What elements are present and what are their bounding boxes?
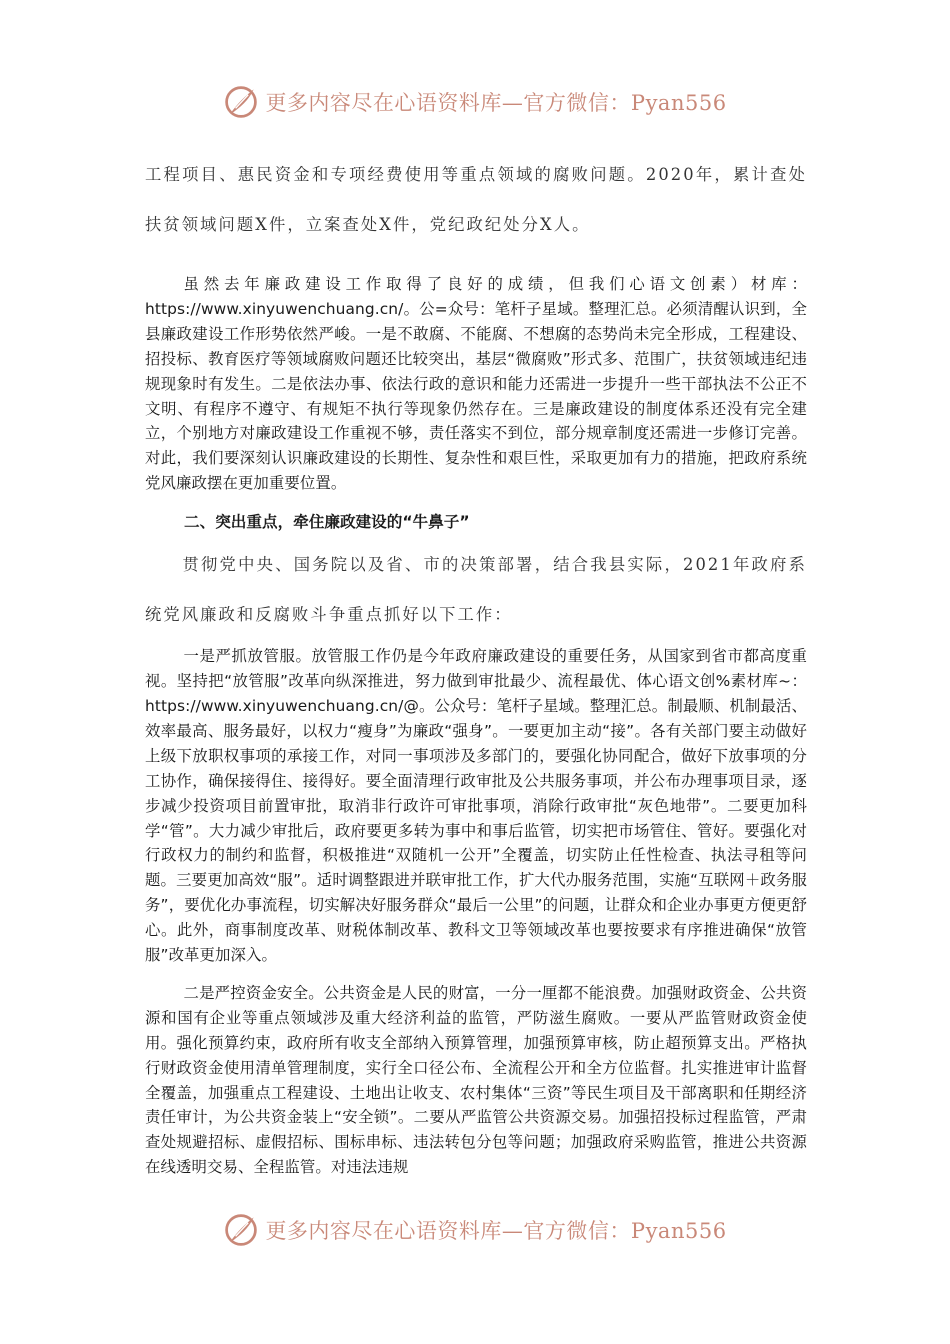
- paragraph-task-fangguanfu: 一是严抓放管服。放管服工作仍是今年政府廉政建设的重要任务，从国家到省市都高度重视。坚持把“放管服”改革向纵深推进，努力做到审批最少、流程最优、体心语文创%素材库~：https://www.xinyuwenchuang.cn/@。公众号：笔杆子星域。整理汇总。制最顺、机制最活、效率最高、服务最好，以权力“瘦身”为廉政“强身”。一要更加主动“接”。各有关部门要主动做好上级下放职权事项的承接工作，对同一事项涉及多部门的，要强化协同配合，做好下放事项的分工协作，确保接得住、接得好。要全面清理行政审批及公共服务事项，并公布办理事项目录，逐步减少投资项目前置审批，取消非行政许可审批事项，消除行政审批“灰色地带”。二要更加科学“管”。大力减少审批后，政府要更多转为事中和事后监管，切实把市场管住、管好。要强化对行政权力的制约和监督，积极推进“双随机一公开”全覆盖，切实防止任性检查、执法寻租等问题。三要更加高效“服”。适时调整跟进并联审批工作，扩大代办服务范围，实施“互联网＋政务服务”，要优化办事流程，切实解决好服务群众“最后一公里”的问题，让群众和企业办事更方便更舒心。此外，商事制度改革、财税体制改革、教科文卫等领域改革也要按要求有序推进确保“放管服”改革更加深入。: [145, 647, 807, 965]
- paragraph-situation: 虽然去年廉政建设工作取得了良好的成绩，但我们心语文创素）材库：https://www.xinyuwenchuang.cn/。公=众号：笔杆子星域。整理汇总。必须清醒认识到，全县廉政建设工作形势依然严峻。一是不敢腐、不能腐、不想腐的态势尚未完全形成，工程建设、招投标、教育医疗等领域腐败问题还比较突出，基层“微腐败”形式多、范围广，扶贫领域违纪违规现象时有发生。二是依法办事、依法行政的意识和能力还需进一步提升一些干部执法不公正不文明、有程序不遵守、有规矩不执行等现象仍然存在。三是廉政建设的制度体系还没有完全建立，个别地方对廉政建设工作重视不够，责任落实不到位，部分规章制度还需进一步修订完善。对此，我们要深刻认识廉政建设的长期性、复杂性和艰巨性，采取更加有力的措施，把政府系统党风廉政摆在更加重要位置。: [145, 275, 807, 493]
- watermark-text: 更多内容尽在心语资料库—官方微信：Pyan556: [265, 91, 727, 115]
- paragraph-intro-tasks: 贯彻党中央、国务院以及省、市的决策部署，结合我县实际，2021年政府系统党风廉政和反腐败斗争重点抓好以下工作：: [145, 555, 807, 625]
- watermark-text: 更多内容尽在心语资料库—官方微信：Pyan556: [265, 1219, 727, 1243]
- watermark-banner-top: [0, 82, 950, 122]
- quill-pen-logo-icon: [223, 1212, 259, 1248]
- paragraph-task-funds: 二是严控资金安全。公共资金是人民的财富，一分一厘都不能浪费。加强财政资金、公共资源和国有企业等重点领域涉及重大经济利益的监管，严防滋生腐败。一要从严监管财政资金使用。强化预算约束，政府所有收支全部纳入预算管理，加强预算审核，防止超预算支出。严格执行财政资金使用清单管理制度，实行全口径公布、全流程公开和全方位监督。扎实推进审计监督全覆盖，加强重点工程建设、土地出让收支、农村集体“三资”等民生项目及干部离职和任期经济责任审计，为公共资金装上“安全锁”。二要从严监管公共资源交易。加强招投标过程监管，严肃查处规避招标、虚假招标、围标串标、违法转包分包等问题；加强政府采购监管，推进公共资源在线透明交易、全程监管。对违法违规: [145, 983, 807, 1177]
- quill-pen-logo-icon: [223, 84, 259, 120]
- paragraph-summary: 工程项目、惠民资金和专项经费使用等重点领域的腐败问题。2020年，累计查处扶贫领域问题X件，立案查处X件，党纪政纪处分X人。: [145, 165, 807, 234]
- section-heading-2: 二、突出重点，牵住廉政建设的“牛鼻子”: [184, 513, 470, 532]
- watermark-banner-bottom: [0, 1210, 950, 1250]
- document-body: [145, 150, 807, 1180]
